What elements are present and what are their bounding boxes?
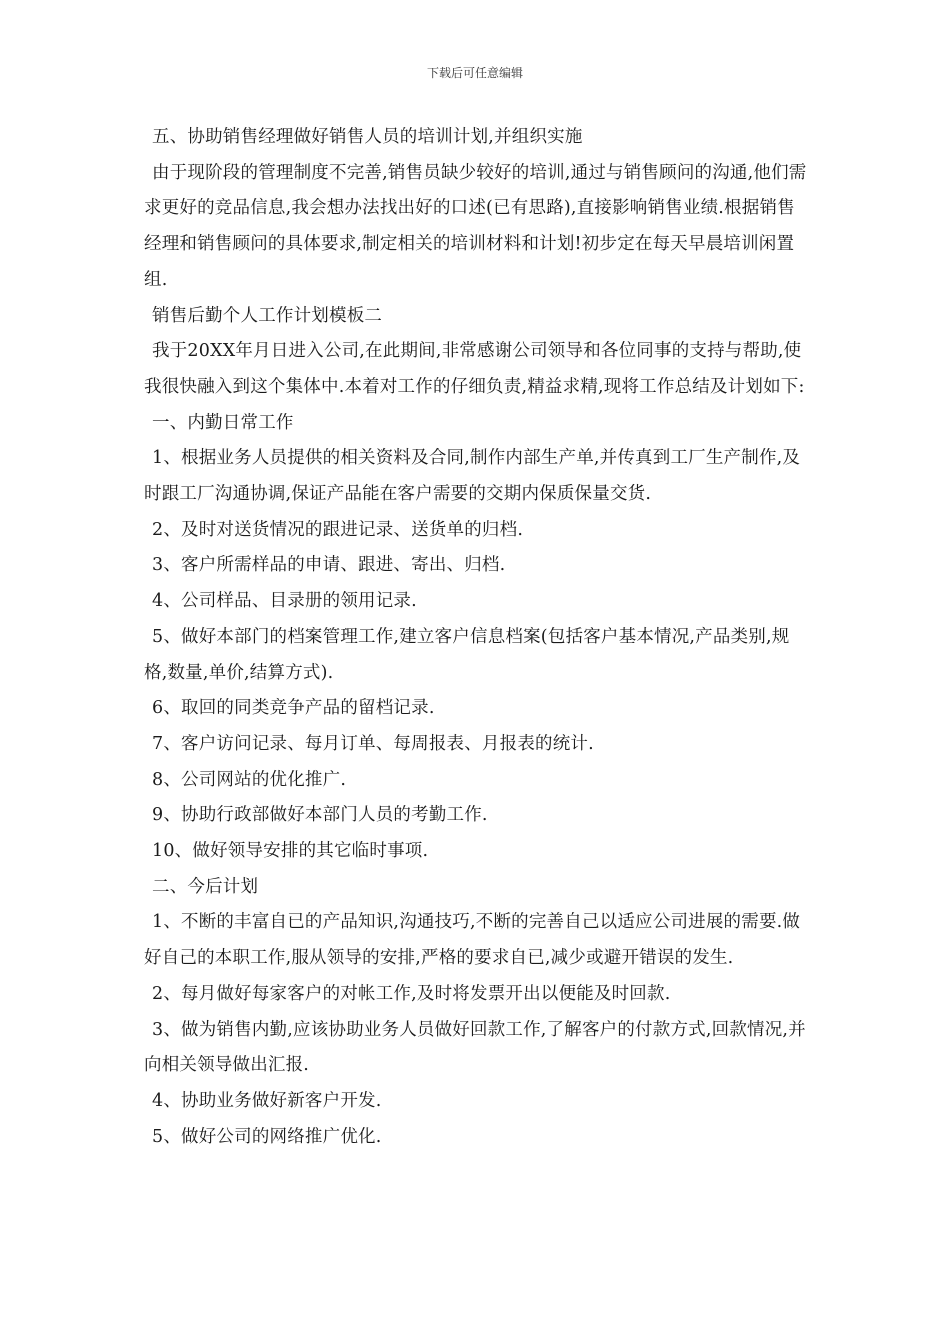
list-item: 6、取回的同类竞争产品的留档记录. [152,698,435,719]
list-item: 10、做好领导安排的其它临时事项. [152,841,429,862]
paragraph: 由于现阶段的管理制度不完善,销售员缺少较好的培训,通过与销售顾问的沟通,他们需求更好的竞品信息,我会想办法找出好的口述(已有思路),直接影响销售业绩.根据销售经理和销售顾问的具体要求,制定相关的培训材料和计划!初步定在每天早晨培训闲置组. [144,162,807,290]
list-item: 3、客户所需样品的申请、跟进、寄出、归档. [152,555,506,576]
list-item: 7、客户访问记录、每月订单、每周报表、月报表的统计. [152,733,594,754]
list-item: 4、协助业务做好新客户开发. [152,1090,382,1111]
list-item: 2、每月做好每家客户的对帐工作,及时将发票开出以便能及时回款. [152,983,671,1004]
document-subtitle: 销售后勤个人工作计划模板二 [152,305,383,326]
section-heading: 一、内勤日常工作 [152,412,294,433]
list-item: 4、公司样品、目录册的领用记录. [152,591,417,612]
list-item: 5、做好公司的网络推广优化. [152,1126,382,1147]
list-item: 3、做为销售内勤,应该协助业务人员做好回款工作,了解客户的付款方式,回款情况,并向相关领导做出汇报. [144,1019,806,1076]
list-item: 1、不断的丰富自已的产品知识,沟通技巧,不断的完善自己以适应公司进展的需要.做好自己的本职工作,服从领导的安排,严格的要求自已,减少或避开错误的发生. [144,912,801,969]
section-heading: 五、协助销售经理做好销售人员的培训计划,并组织实施 [152,127,583,147]
list-item: 8、公司网站的优化推广. [152,769,347,790]
list-item: 2、及时对送货情况的跟进记录、送货单的归档. [152,519,524,540]
paragraph: 我于20XX年月日进入公司,在此期间,非常感谢公司领导和各位同事的支持与帮助,使我很快融入到这个集体中.本着对工作的仔细负责,精益求精,现将工作总结及计划如下: [144,341,805,397]
list-item: 1、根据业务人员提供的相关资料及合同,制作内部生产单,并传真到工厂生产制作,及时跟工厂沟通协调,保证产品能在客户需要的交期内保质保量交货. [144,448,801,505]
document-body [144,120,810,1155]
page-header: 下载后可任意编辑 [426,66,523,80]
list-item: 9、协助行政部做好本部门人员的考勤工作. [152,805,488,826]
section-heading: 二、今后计划 [152,876,259,897]
list-item: 5、做好本部门的档案管理工作,建立客户信息档案(包括客户基本情况,产品类别,规格,数量,单价,结算方式). [144,626,790,683]
